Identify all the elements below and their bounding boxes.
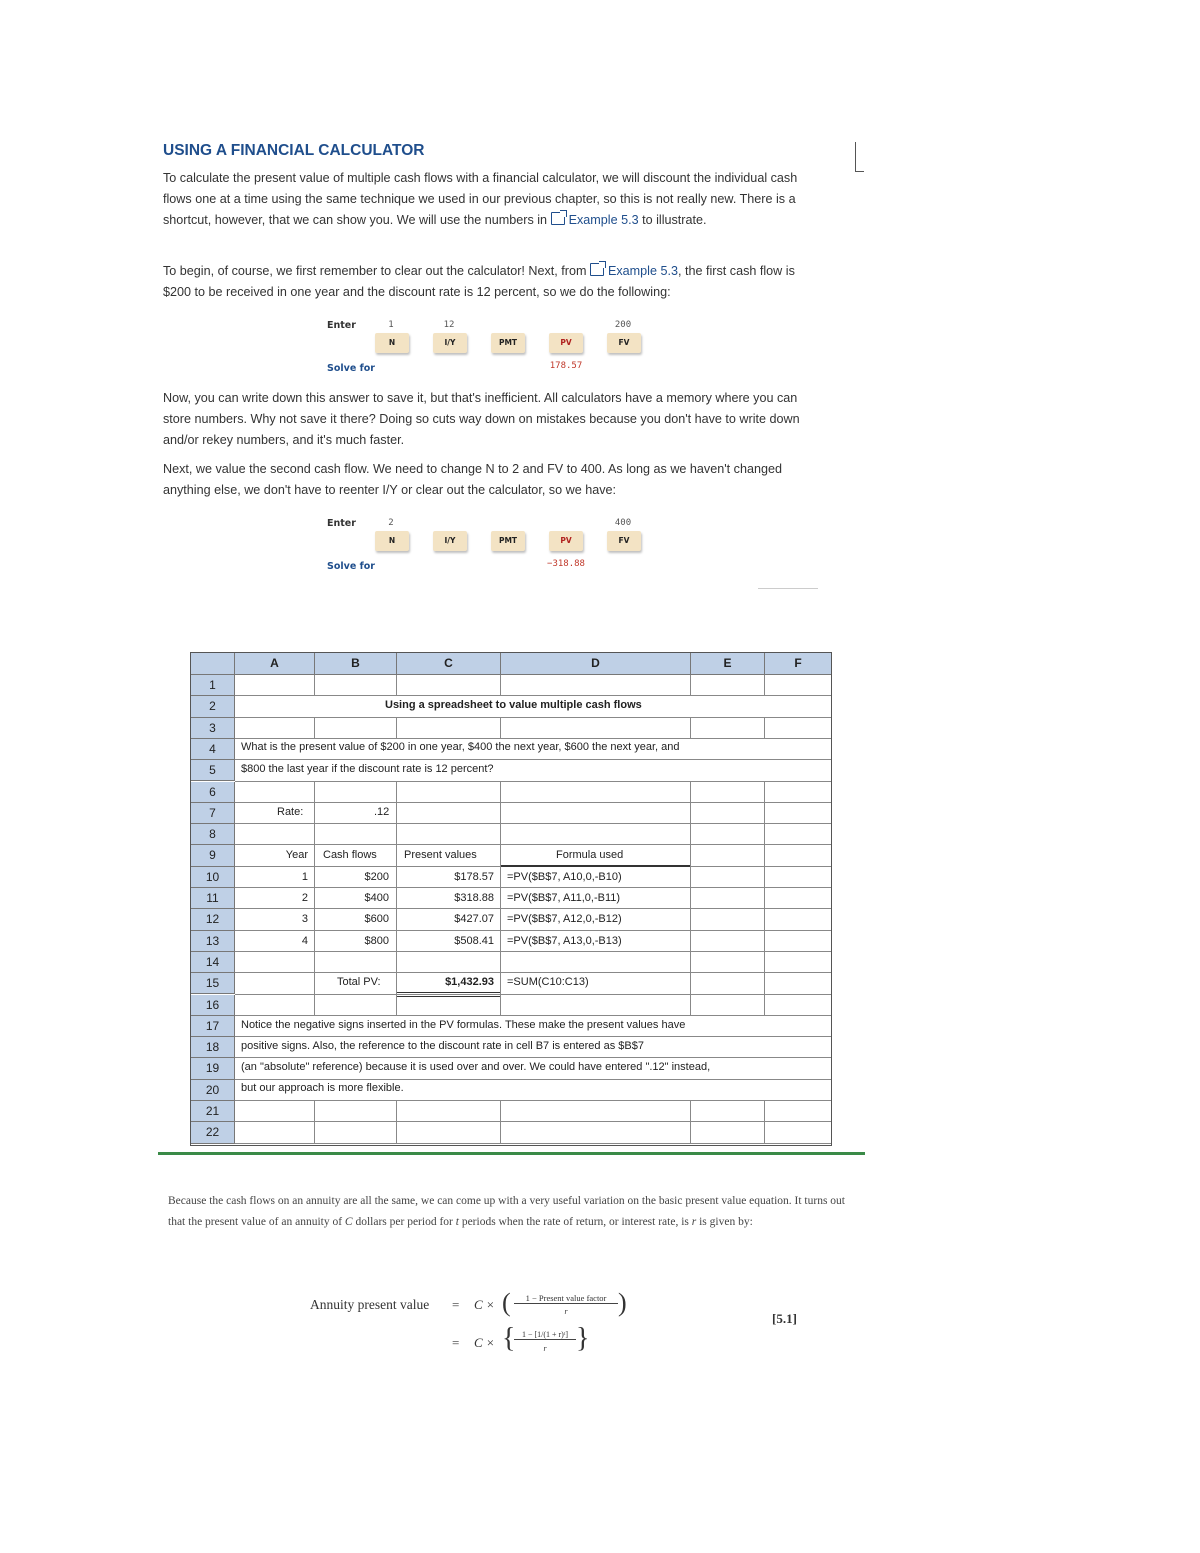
row-header[interactable]: 6: [191, 782, 235, 803]
cash-flow-cell: $600: [364, 913, 389, 926]
var-r: r: [691, 1216, 697, 1228]
column-gridline: [764, 909, 765, 930]
column-gridline: [314, 909, 315, 930]
n-input-value: 1: [388, 320, 394, 330]
fraction-2-denominator: r: [543, 1344, 547, 1353]
begin-tail: , the first cash flow is $200 to be received in one year and the discount rate is 12 percent, so we do the following:: [163, 264, 795, 299]
cash-flows-header: Cash flows: [323, 849, 377, 861]
example-5-3-link-text[interactable]: Example 5.3: [568, 213, 639, 227]
n-key[interactable]: N: [375, 531, 409, 551]
cash-flow-cell: $800: [364, 934, 389, 947]
column-gridline: [500, 931, 501, 952]
c-times-1: C ×: [474, 1297, 495, 1312]
row-gridline: [235, 1079, 831, 1080]
sheet-title: Using a spreadsheet to value multiple cash flows: [385, 699, 642, 711]
column-gridline: [314, 718, 315, 739]
memory-paragraph: Now, you can write down this answer to save it, but that's inefficient. All calculators have a memory where you can store numbers. Why not save it there? Doing so cuts way down on mistakes because you don't have to write down and/or rekey numbers, and it's much faster.: [163, 391, 800, 447]
formula-header-underline: [501, 865, 690, 867]
column-gridline: [396, 1101, 397, 1122]
intro-paragraph: [163, 168, 823, 231]
pv-key[interactable]: PV: [549, 531, 583, 551]
annuity-text-4: is given by:: [696, 1216, 753, 1228]
formula-cell: =PV($B$7, A10,0,-B10): [507, 870, 622, 883]
total-double-underline: [397, 992, 500, 997]
row-gridline: [235, 972, 831, 973]
column-gridline: [500, 782, 501, 803]
c-times-2: C ×: [474, 1335, 495, 1350]
column-gridline: [764, 1101, 765, 1122]
var-t: t: [455, 1216, 459, 1228]
column-gridline: [314, 1101, 315, 1122]
row-header[interactable]: 10: [191, 867, 235, 888]
column-gridline: [500, 675, 501, 696]
annuity-text-1: Because the cash flows on an annuity are all the same, we can come up with a very useful variation on the basic present value equation. It turns out that the present value of an annuity of: [168, 1195, 846, 1228]
column-gridline: [396, 782, 397, 803]
column-header-a[interactable]: A: [235, 653, 315, 675]
paren-right-icon: ): [618, 1288, 627, 1317]
present-value-cell: $508.41: [454, 934, 494, 947]
column-gridline: [764, 782, 765, 803]
row-header[interactable]: 14: [191, 952, 235, 973]
row-header[interactable]: 16: [191, 995, 235, 1016]
row-header[interactable]: 7: [191, 803, 235, 824]
column-gridline: [500, 845, 501, 866]
column-gridline: [396, 675, 397, 696]
pv-answer: 178.57: [549, 361, 583, 371]
pv-key[interactable]: PV: [549, 333, 583, 353]
column-gridline: [500, 888, 501, 909]
fv-key[interactable]: FV: [607, 333, 641, 353]
row-gridline: [235, 759, 831, 760]
brace-left-icon: {: [502, 1323, 516, 1354]
calculator-row-2: [325, 518, 655, 578]
external-link-icon: [590, 263, 604, 276]
column-gridline: [764, 718, 765, 739]
solve-for-label: Solve for: [327, 363, 375, 374]
column-gridline: [690, 995, 691, 1016]
note-line-4: but our approach is more flexible.: [241, 1082, 404, 1094]
column-gridline: [764, 973, 765, 994]
section-divider: [158, 1152, 865, 1155]
year-cell: 3: [301, 913, 308, 926]
row-header[interactable]: 11: [191, 888, 235, 909]
row-gridline: [235, 781, 831, 782]
equals-sign-2: =: [452, 1335, 460, 1350]
row-gridline: [235, 1121, 831, 1122]
present-value-cell: $427.07: [454, 913, 494, 926]
annuity-text-3: periods when the rate of return, or interest rate, is: [458, 1216, 692, 1228]
row-gridline: [235, 738, 831, 739]
note-line-1: Notice the negative signs inserted in the PV formulas. These make the present values have: [241, 1019, 686, 1031]
year-cell: 2: [301, 892, 308, 904]
column-gridline: [764, 824, 765, 845]
row-gridline: [235, 1143, 831, 1144]
column-gridline: [314, 952, 315, 973]
row-header[interactable]: 3: [191, 718, 235, 739]
column-gridline: [396, 845, 397, 866]
equals-sign-1: =: [452, 1297, 460, 1312]
column-gridline: [314, 995, 315, 1016]
iy-key[interactable]: I/Y: [433, 531, 467, 551]
row-gridline: [235, 1036, 831, 1037]
column-gridline: [764, 931, 765, 952]
row-header[interactable]: 2: [191, 696, 235, 717]
row-gridline: [235, 823, 831, 824]
year-cell: 1: [301, 870, 308, 883]
column-gridline: [764, 845, 765, 866]
row-gridline: [235, 844, 831, 845]
column-gridline: [690, 1122, 691, 1143]
row-gridline: [235, 695, 831, 696]
total-label: Total PV:: [337, 976, 381, 988]
column-gridline: [396, 803, 397, 824]
column-header-d[interactable]: D: [501, 653, 691, 675]
question-line-2: $800 the last year if the discount rate is 12 percent?: [241, 763, 494, 775]
rate-label: Rate:: [277, 806, 304, 818]
solve-for-label: Solve for: [327, 561, 375, 572]
column-gridline: [690, 782, 691, 803]
n-key[interactable]: N: [375, 333, 409, 353]
row-gridline: [235, 1057, 831, 1058]
equation-number: [5.1]: [772, 1311, 797, 1326]
annuity-text-2: dollars per period for: [352, 1216, 456, 1228]
pmt-key[interactable]: PMT: [491, 333, 525, 353]
column-gridline: [314, 867, 315, 888]
column-gridline: [764, 888, 765, 909]
column-gridline: [314, 888, 315, 909]
column-gridline: [500, 718, 501, 739]
column-gridline: [500, 867, 501, 888]
column-gridline: [500, 1101, 501, 1122]
note-line-2: positive signs. Also, the reference to the discount rate in cell B7 is entered as $B$7: [241, 1040, 644, 1052]
column-gridline: [500, 952, 501, 973]
column-gridline: [314, 1122, 315, 1143]
column-gridline: [314, 782, 315, 803]
column-gridline: [500, 973, 501, 994]
column-gridline: [396, 824, 397, 845]
column-header-e[interactable]: E: [691, 653, 765, 675]
row-header[interactable]: 4: [191, 739, 235, 760]
formula-cell: =PV($B$7, A12,0,-B12): [507, 913, 622, 926]
row-gridline: [235, 802, 831, 803]
brace-right-icon: }: [576, 1323, 590, 1354]
row-gridline: [235, 908, 831, 909]
fv-input-value: 400: [614, 518, 632, 528]
row-header[interactable]: 8: [191, 824, 235, 845]
divider: [758, 588, 818, 589]
column-gridline: [690, 1101, 691, 1122]
row-gridline: [235, 930, 831, 931]
column-gridline: [764, 1122, 765, 1143]
column-gridline: [396, 1122, 397, 1143]
column-gridline: [690, 845, 691, 866]
external-link-icon: [551, 212, 565, 225]
row-header[interactable]: 21: [191, 1101, 235, 1122]
paren-left-icon: (: [502, 1288, 511, 1317]
row-gridline: [235, 717, 831, 718]
row-header[interactable]: 19: [191, 1058, 235, 1079]
column-gridline: [690, 952, 691, 973]
column-gridline: [764, 803, 765, 824]
row-gridline: [235, 1015, 831, 1016]
column-gridline: [690, 867, 691, 888]
column-gridline: [314, 845, 315, 866]
rate-value: .12: [374, 806, 390, 818]
column-gridline: [396, 995, 397, 1016]
intro-text: To calculate the present value of multiple cash flows with a financial calculator, we will discount the individual cash flows one at a time using the same technique we used in our previous chapter, so this is not really new. There is a shortcut, however, that we can show you. We will use the numbers in: [163, 171, 798, 227]
pmt-key[interactable]: PMT: [491, 531, 525, 551]
fraction-1-numerator: 1 − Present value factor: [514, 1293, 618, 1304]
equation-lhs: Annuity present value: [310, 1297, 430, 1312]
present-value-cell: $178.57: [454, 870, 494, 883]
question-line-1: What is the present value of $200 in one year, $400 the next year, $600 the next year, and: [241, 741, 680, 753]
row-header[interactable]: 17: [191, 1016, 235, 1037]
column-gridline: [764, 867, 765, 888]
formula-header: Formula used: [556, 849, 624, 861]
row-header[interactable]: 20: [191, 1080, 235, 1101]
total-value: $1,432.93: [445, 976, 494, 988]
row-header[interactable]: 1: [191, 675, 235, 696]
column-gridline: [396, 718, 397, 739]
annuity-paragraph: [168, 1191, 848, 1233]
column-gridline: [314, 973, 315, 994]
row-header[interactable]: 15: [191, 973, 235, 994]
column-gridline: [764, 995, 765, 1016]
column-gridline: [690, 803, 691, 824]
row-header[interactable]: 13: [191, 931, 235, 952]
row-header[interactable]: 18: [191, 1037, 235, 1058]
fraction-2-numerator: 1 − [1/(1 + r)ᵗ]: [514, 1330, 576, 1340]
column-gridline: [764, 675, 765, 696]
calculator-row-1: [325, 320, 655, 380]
column-gridline: [690, 675, 691, 696]
note-line-3: (an "absolute" reference) because it is used over and over. We could have entered ".12" instead,: [241, 1061, 711, 1073]
column-gridline: [314, 675, 315, 696]
row-gridline: [235, 951, 831, 952]
example-5-3-link-2[interactable]: [590, 264, 678, 278]
example-5-3-link-2-text[interactable]: Example 5.3: [607, 264, 678, 278]
present-value-cell: $318.88: [454, 892, 494, 904]
column-gridline: [314, 824, 315, 845]
column-header-b[interactable]: B: [315, 653, 397, 675]
enter-label: Enter: [327, 518, 356, 529]
row-header[interactable]: 12: [191, 909, 235, 930]
cash-flow-cell: $200: [364, 870, 389, 883]
column-gridline: [764, 952, 765, 973]
enter-label: Enter: [327, 320, 356, 331]
corner-cell: [191, 653, 235, 675]
formula-cell: =PV($B$7, A11,0,-B11): [507, 892, 621, 904]
column-gridline: [690, 718, 691, 739]
row-gridline: [235, 1100, 831, 1101]
column-gridline: [500, 909, 501, 930]
formula-cell: =PV($B$7, A13,0,-B13): [507, 934, 622, 947]
column-gridline: [690, 973, 691, 994]
row-header[interactable]: 5: [191, 760, 235, 781]
iy-input-value: 12: [443, 320, 455, 330]
intro-tail: to illustrate.: [638, 213, 707, 227]
iy-key[interactable]: I/Y: [433, 333, 467, 353]
page-edge-marker: [855, 142, 856, 172]
begin-text: To begin, of course, we first remember to clear out the calculator! Next, from: [163, 264, 590, 278]
var-c: C: [344, 1216, 353, 1228]
fv-key[interactable]: FV: [607, 531, 641, 551]
fv-input-value: 200: [614, 320, 632, 330]
row-header[interactable]: 22: [191, 1122, 235, 1143]
column-gridline: [690, 888, 691, 909]
cash-flow-cell: $400: [364, 892, 389, 904]
begin-paragraph: [163, 261, 823, 303]
column-gridline: [500, 803, 501, 824]
year-cell: 4: [301, 934, 308, 947]
year-header: Year: [285, 849, 308, 861]
column-gridline: [500, 1122, 501, 1143]
present-values-header: Present values: [404, 849, 477, 861]
pv-answer: −318.88: [547, 559, 585, 569]
n-input-value: 2: [388, 518, 394, 528]
column-header-f[interactable]: F: [765, 653, 831, 675]
row-gridline: [235, 887, 831, 888]
second-flow-paragraph: Next, we value the second cash flow. We need to change N to 2 and FV to 400. As long as we haven't changed anything else, we don't have to reenter I/Y or clear out the calculator, so we have:: [163, 462, 782, 497]
column-gridline: [690, 931, 691, 952]
column-gridline: [314, 931, 315, 952]
column-gridline: [396, 952, 397, 973]
row-gridline: [235, 994, 831, 995]
column-header-c[interactable]: C: [397, 653, 501, 675]
column-gridline: [500, 995, 501, 1016]
column-gridline: [690, 909, 691, 930]
example-5-3-link[interactable]: [551, 213, 639, 227]
column-gridline: [500, 824, 501, 845]
spreadsheet: [190, 652, 832, 1146]
column-gridline: [314, 803, 315, 824]
fraction-1-denominator: r: [564, 1307, 568, 1316]
column-gridline: [690, 824, 691, 845]
row-header[interactable]: 9: [191, 845, 235, 866]
section-heading: USING A FINANCIAL CALCULATOR: [163, 142, 425, 159]
total-formula: =SUM(C10:C13): [507, 976, 589, 988]
